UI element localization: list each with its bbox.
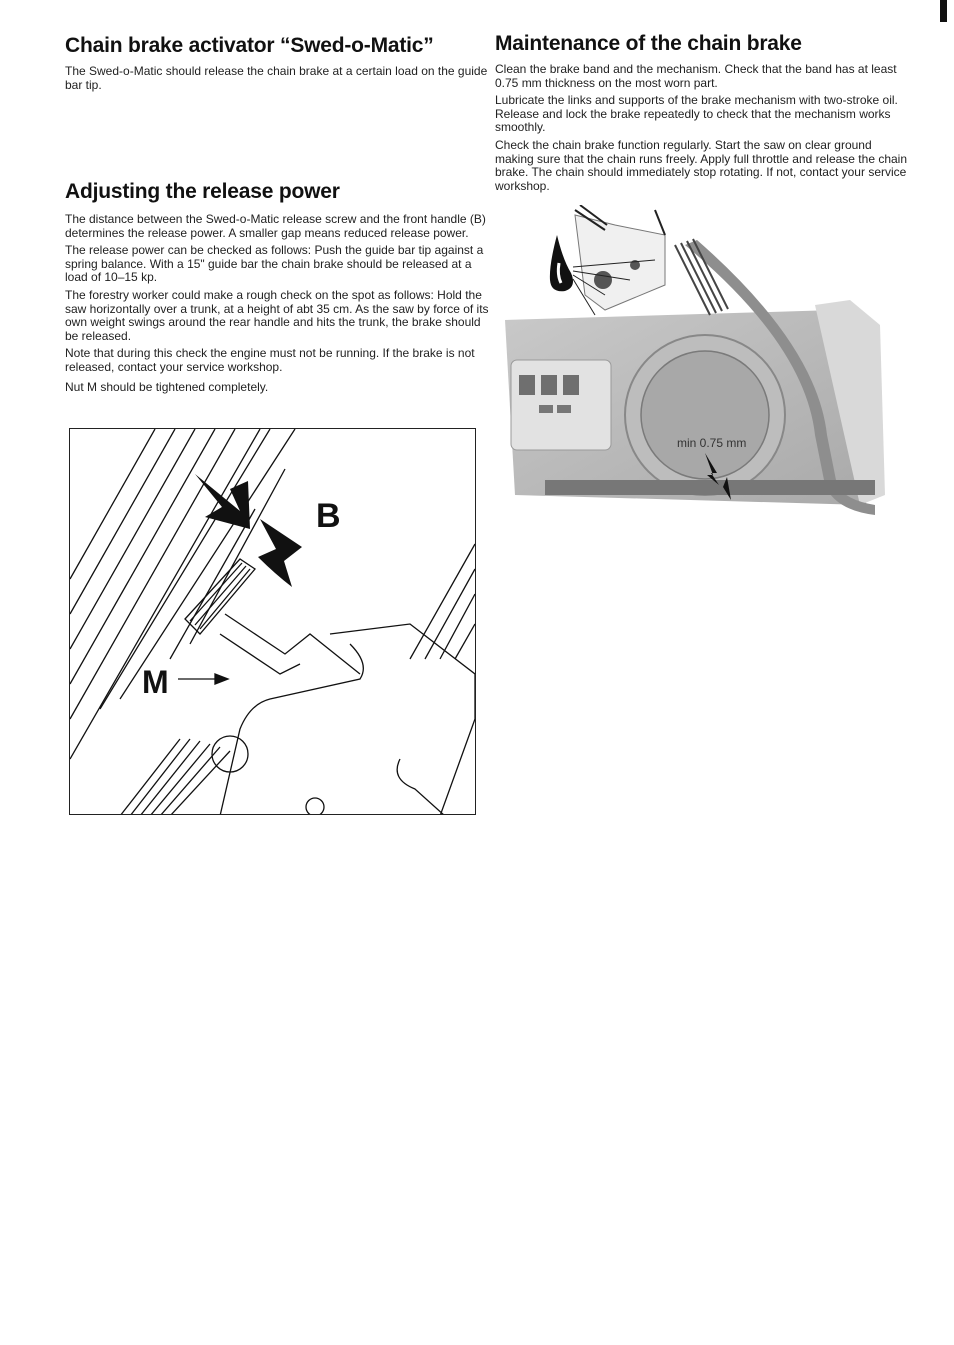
- page-edge-mark: [940, 0, 947, 22]
- adjust-paragraph: Nut M should be tightened completely.: [65, 379, 269, 394]
- swed-o-matic-heading: Chain brake activator “Swed-o-Matic”: [65, 34, 434, 57]
- chain-brake-photo: [505, 205, 895, 525]
- label-m: M: [142, 664, 169, 700]
- handle-arrow-icon: [258, 519, 302, 587]
- maintenance-heading: Maintenance of the chain brake: [495, 32, 802, 55]
- adjusting-heading: Adjusting the release power: [65, 180, 340, 203]
- label-b: B: [316, 497, 341, 535]
- release-power-drawing: [70, 429, 476, 815]
- oil-drop-icon: [550, 235, 573, 291]
- maintenance-paragraph: Lubricate the links and supports of the brake mechanism with two-stroke oil. Release and lock the brake repeatedly to check that the mechanism works smoothly.: [495, 93, 898, 135]
- swed-o-matic-intro: The Swed-o-Matic should release the chain brake at a certain load on the guide bar tip.: [65, 64, 488, 92]
- adjust-paragraph: The forestry worker could make a rough check on the spot as follows: Hold the saw horizontally over a trunk, at a height of abt 35 cm. As the saw by force of its own weight swings around the rear handle and hits the trunk, the brake should be released.: [65, 287, 489, 343]
- adjusting-body: [65, 213, 495, 398]
- adjust-paragraph: The distance between the Swed-o-Matic release screw and the front handle (B) determines the release power. A smaller gap means reduced release power.: [65, 212, 486, 240]
- adjust-paragraph: Note that during this check the engine must not be running. If the brake is not released, contact your service workshop.: [65, 346, 475, 374]
- push-arrow-icon: [195, 474, 250, 529]
- maintenance-paragraph: Clean the brake band and the mechanism. Check that the band has at least 0.75 mm thickness on the most worn part.: [495, 62, 897, 90]
- maintenance-section: [495, 32, 910, 197]
- maintenance-paragraph: Check the chain brake function regularly. Start the saw on clear ground making sure that the chain runs freely. Apply full throttle and release the chain brake. The chain should immediately stop rotating. If not, contact your service workshop.: [495, 137, 908, 193]
- adjust-paragraph: The release power can be checked as follows: Push the guide bar tip against a spring balance. With a 15" guide bar the chain brake should be released at a load of 10–15 kp.: [65, 243, 484, 285]
- chain-brake-drawing: [505, 205, 895, 525]
- release-power-illustration: [69, 428, 476, 815]
- swed-o-matic-section: [65, 34, 490, 96]
- min-thickness-label: min 0.75 mm: [677, 436, 747, 450]
